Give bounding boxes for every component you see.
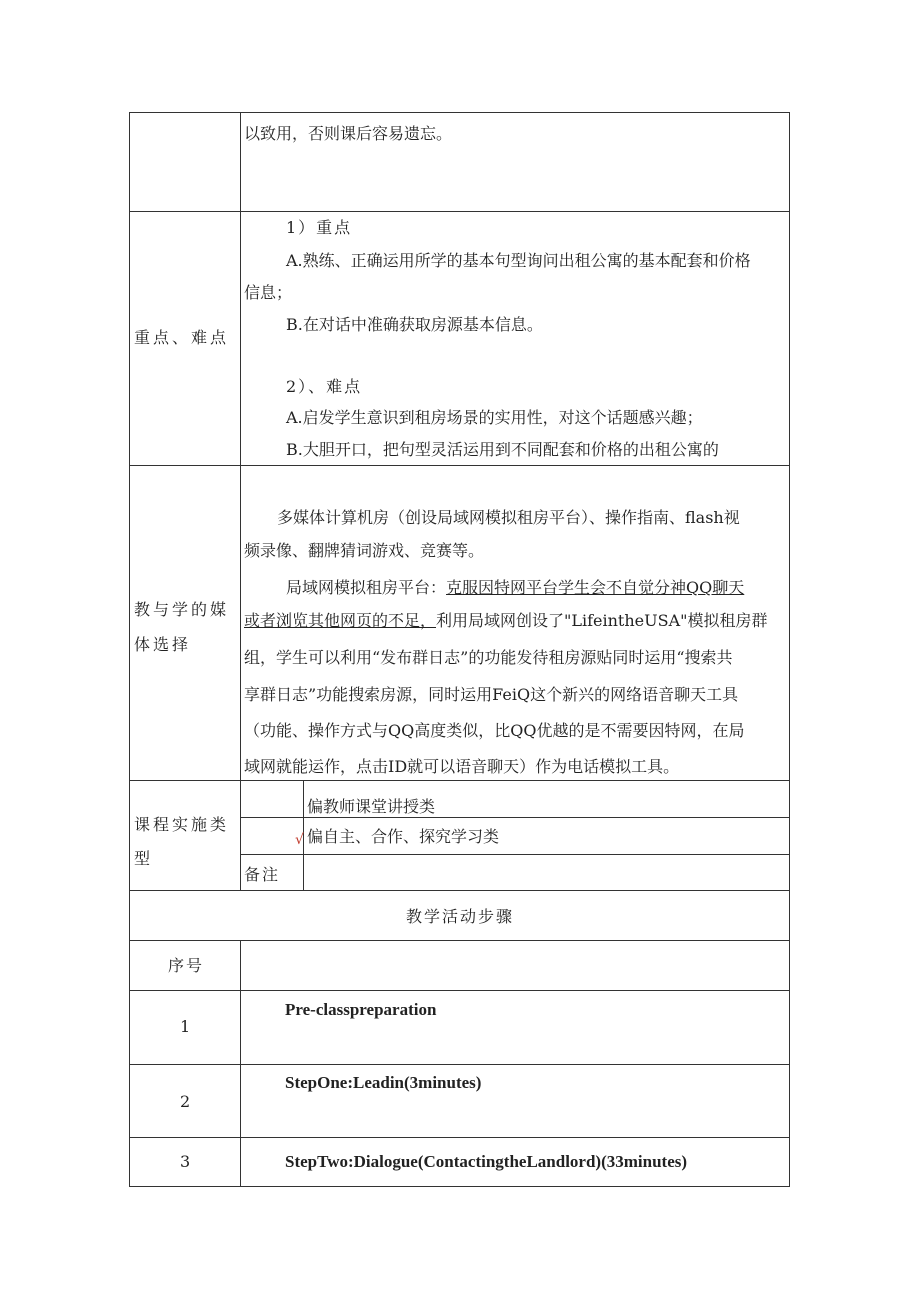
- media-para2-line3: 组，学生可以利用“发布群日志”的功能发待租房源贴同时运用“搜索共: [244, 648, 733, 667]
- difficulty-item-a: A.启发学生意识到租房场景的实用性，对这个话题感兴趣；: [286, 408, 703, 427]
- focus-heading: 1）重点: [286, 218, 353, 237]
- media-para2-prefix: 局域网模拟租房平台：: [286, 578, 447, 597]
- course-type-option-lecture: 偏教师课堂讲授类: [307, 797, 436, 816]
- key-points-label: 重点、难点: [134, 328, 230, 347]
- media-para2-line5: （功能、操作方式与QQ高度类似，比QQ优越的是不需要因特网，在局: [244, 721, 745, 740]
- row-divider: [129, 940, 790, 941]
- check-mark-icon: √: [295, 832, 304, 848]
- media-para2-line4: 享群日志”功能搜索房源，同时运用FeiQ这个新兴的网络语音聊天工具: [244, 685, 739, 704]
- column-divider: [240, 940, 241, 1187]
- media-para2-line6: 域网就能运作，点击ID就可以语音聊天）作为电话模拟工具。: [244, 757, 680, 776]
- media-para2-line2-rest: 利用局域网创设了"LifeintheUSA"模拟租房群: [436, 611, 768, 630]
- row-divider: [129, 1137, 790, 1138]
- focus-item-b: B.在对话中准确获取房源基本信息。: [286, 315, 543, 334]
- notes-label: 备注: [244, 865, 281, 884]
- course-type-label-line2: 型: [134, 849, 154, 868]
- media-para2-underlined: 克服因特网平台学生会不自觉分神QQ聊天: [446, 578, 745, 597]
- media-para2-underlined-cont: 或者浏览其他网页的不足，: [244, 611, 437, 630]
- step-number: 1: [180, 1017, 191, 1036]
- step-title: StepTwo:Dialogue(ContactingtheLandlord)(33minutes): [285, 1152, 688, 1171]
- course-type-label-line1: 课程实施类: [134, 815, 230, 834]
- row-divider: [129, 990, 790, 991]
- steps-section-title: 教学活动步骤: [406, 907, 515, 926]
- media-para2-line1: [286, 575, 744, 601]
- focus-item-a: A.熟练、正确运用所学的基本句型询问出租公寓的基本配套和价格: [286, 251, 751, 270]
- step-title: Pre-classpreparation: [285, 1000, 437, 1019]
- step-title: StepOne:Leadin(3minutes): [285, 1073, 482, 1092]
- media-label-line2: 体选择: [134, 635, 192, 654]
- media-para1-line2: 频录像、翻牌猜词游戏、竞赛等。: [244, 541, 485, 560]
- media-label-line1: 教与学的媒: [134, 600, 230, 619]
- row-divider: [129, 890, 790, 891]
- step-number: 3: [180, 1152, 191, 1171]
- steps-column-header: 序号: [168, 956, 205, 975]
- continuation-text: 以致用，否则课后容易遗忘。: [244, 124, 453, 143]
- course-type-option-self-study: 偏自主、合作、探究学习类: [307, 827, 500, 846]
- row-divider: [129, 211, 790, 212]
- row-divider: [240, 854, 790, 855]
- column-divider: [240, 112, 241, 890]
- row-divider: [129, 465, 790, 466]
- difficulty-item-b: B.大胆开口，把句型灵活运用到不同配套和价格的出租公寓的: [286, 440, 719, 459]
- media-para1-line1: 多媒体计算机房（创设局域网模拟租房平台）、操作指南、flash视: [277, 508, 740, 527]
- difficulty-heading: 2）、难点: [286, 377, 363, 396]
- row-divider: [129, 1064, 790, 1065]
- row-divider: [240, 817, 790, 818]
- focus-item-a-cont: 信息；: [244, 283, 293, 302]
- row-divider: [129, 780, 790, 781]
- media-para2-line2: [244, 608, 768, 634]
- step-number: 2: [180, 1092, 191, 1111]
